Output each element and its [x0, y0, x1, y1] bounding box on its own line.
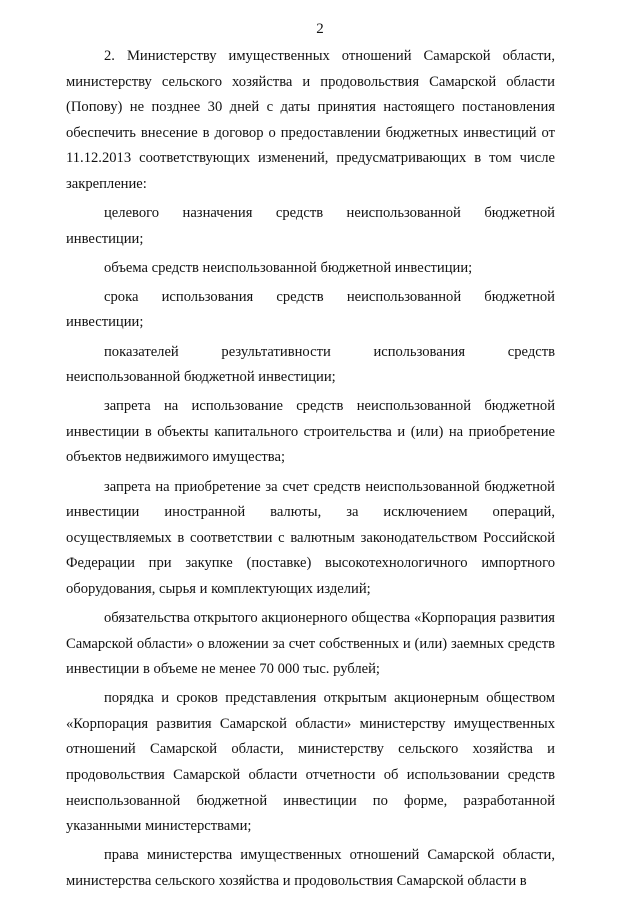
- paragraph-investment-obligation: обязательства открытого акционерного общества «Корпорация развития Самарской области» о вложении за счет собственных и (или) заемных средств инвестиции в объеме не менее 70 000 тыс. рублей;: [66, 609, 555, 678]
- paragraph-ministry-rights: права министерства имущественных отношений Самарской области, министерства сельского хозяйства и продовольствия Самарской области в: [66, 847, 555, 889]
- paragraph-item-2: 2. Министерству имущественных отношений Самарской области, министерству сельского хозяйства и продовольствия Самарской области (Попову) не позднее 30 дней с даты принятия настоящего постановления обеспечить внесение в договор о предоставлении бюджетных инвестиций от 11.12.2013 соответствующих изменений, предусматривающих в том числе закрепление:: [66, 48, 555, 192]
- page-number: 2: [316, 21, 324, 37]
- paragraph-foreign-currency-ban: запрета на приобретение за счет средств неиспользованной бюджетной инвестиции иностранной валюты, за исключением операций, осуществляемых в соответствии с валютным законодательством Российской Федерации при закупке (поставке) высокотехнологичного импортного оборудования, сырья и комплектующих изделий;: [66, 478, 555, 597]
- paragraph-funds-volume: объема средств неиспользованной бюджетной инвестиции;: [104, 259, 473, 276]
- paragraph-performance-indicators: показателей результативности использования средств неиспользованной бюджетной инвестиции;: [66, 343, 555, 386]
- document-body: [66, 44, 555, 895]
- paragraph-usage-term: срока использования средств неиспользованной бюджетной инвестиции;: [66, 288, 555, 331]
- paragraph-target-purpose: целевого назначения средств неиспользованной бюджетной инвестиции;: [66, 205, 555, 247]
- paragraph-reporting-procedure: порядка и сроков представления открытым акционерным обществом «Корпорация развития Самарской области» министерству имущественных отношений Самарской области, министерству сельского хозяйства и продовольствия Самарской области отчетности об использовании средств неиспользованной бюджетной инвестиции по форме, разработанной указанными министерствами;: [66, 690, 555, 835]
- paragraph-capital-construction-ban: запрета на использование средств неиспользованной бюджетной инвестиции в объекты капитального строительства и (или) на приобретение объектов недвижимого имущества;: [66, 398, 555, 466]
